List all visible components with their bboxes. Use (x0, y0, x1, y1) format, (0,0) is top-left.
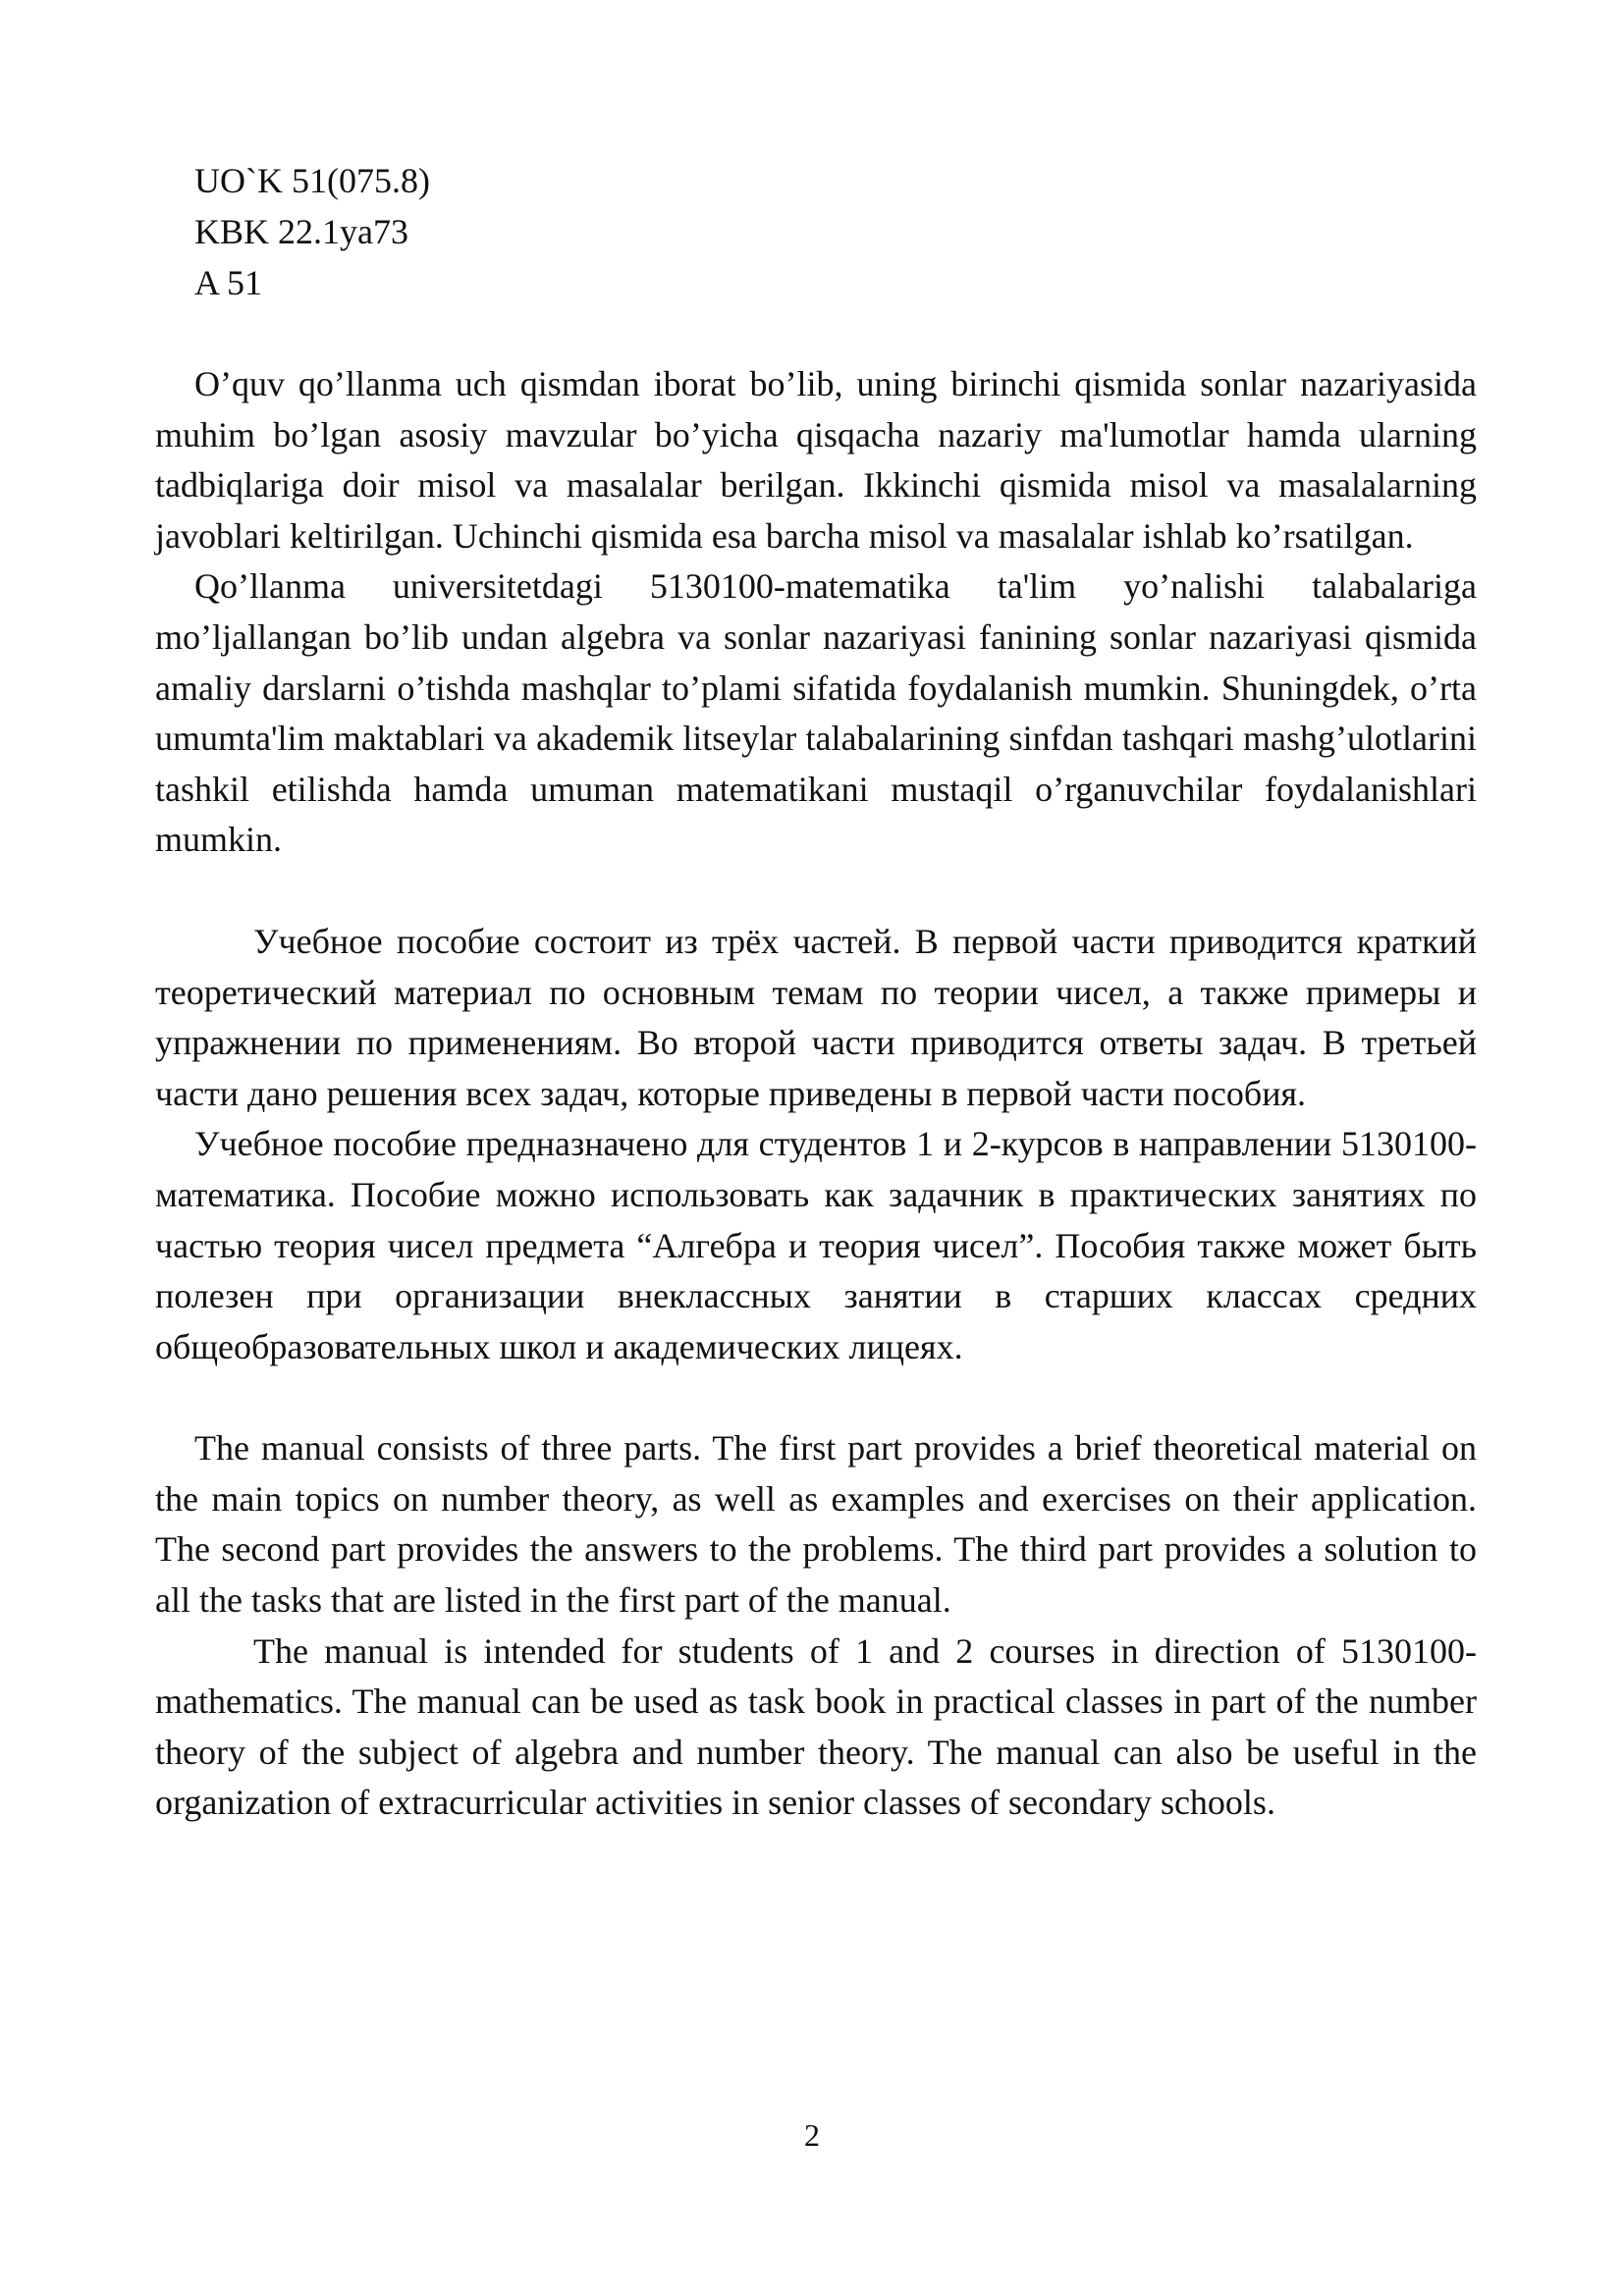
classification-codes (194, 155, 1477, 308)
abstract-russian-paragraph-1: Учебное пособие состоит из трёх частей. В первой части приводится краткий теоретический материал по основным темам по теории чисел, а также примеры и упражнении по применениям. Во второй части приводится ответы задач. В третьей части дано решения всех задач, которые приведены в первой части пособия. (155, 921, 1477, 1113)
abstract-uzbek-paragraph-1: O’quv qo’llanma uch qismdan iborat bo’lib, uning birinchi qismida sonlar nazariyasida muhim bo’lgan asosiy mavzular bo’yicha qisqacha nazariy ma'lumotlar hamda ularning tadbiqlariga doir misol va masalalar berilgan. Ikkinchi qismida misol va masalalarning javoblari keltirilgan. Uchinchi qismida esa barcha misol va masalalar ishlab ko’rsatilgan. (155, 364, 1477, 556)
author-mark: A 51 (194, 263, 263, 302)
abstract-uzbek (155, 359, 1477, 866)
abstract-english (155, 1423, 1477, 1829)
bbk-code: KBK 22.1ya73 (194, 212, 408, 251)
abstract-english-paragraph-2: The manual is intended for students of 1 and 2 courses in direction of 5130100-mathematics. The manual can be used as task book in practical classes in part of the number theory of the subject of algebra and number theory. The manual can also be useful in the organization of extracurricular activities in senior classes of secondary schools. (155, 1630, 1477, 1823)
abstract-russian (155, 917, 1477, 1372)
document-page (155, 155, 1477, 1829)
abstract-english-paragraph-1: The manual consists of three parts. The first part provides a brief theoretical material on the main topics on number theory, as well as examples and exercises on their application. The second part provides the answers to the problems. The third part provides a solution to all the tasks that are listed in the first part of the manual. (155, 1428, 1477, 1621)
abstract-uzbek-paragraph-2: Qo’llanma universitetdagi 5130100-matematika ta'lim yo’nalishi talabalariga mo’ljallangan bo’lib undan algebra va sonlar nazariyasi fanining sonlar nazariyasi qismida amaliy darslarni o’tishda mashqlar to’plami sifatida foydalanish mumkin. Shuningdek, o’rta umumta'lim maktablari va akademik litseylar talabalarining sinfdan tashqari mashg’ulotlarini tashkil etilishda hamda umuman matematikani mustaqil o’rganuvchilar foydalanishlari mumkin. (155, 566, 1477, 860)
abstract-russian-paragraph-2: Учебное пособие предназначено для студентов 1 и 2-курсов в направлении 5130100-математика. Пособие можно использовать как задачник в практических занятиях по частью теория чисел предмета “Алгебра и теория чисел”. Пособия также может быть полезен при организации внеклассных занятии в старших классах средних общеобразовательных школ и академических лицеях. (155, 1124, 1477, 1366)
udk-code: UO`K 51(075.8) (194, 161, 430, 200)
page-number: 2 (804, 2117, 820, 2153)
